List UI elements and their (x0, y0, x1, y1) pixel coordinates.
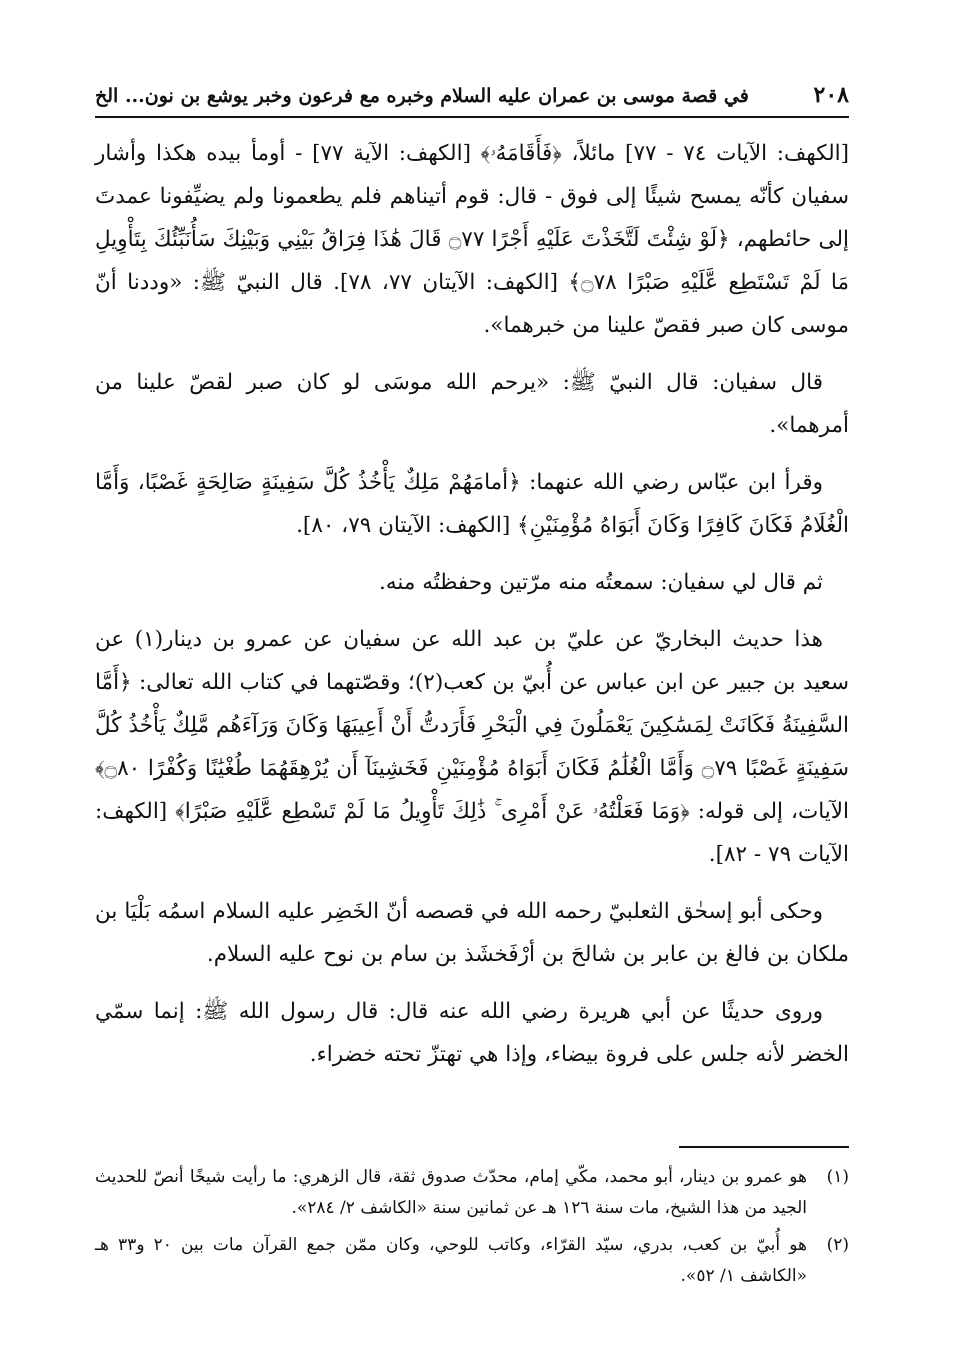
paragraph-2: قال سفيان: قال النبيّ ﷺ: «يرحم الله موسَى لو كان صبر لقصّ علينا من أمرهما». (95, 370, 849, 438)
footnote-2 (95, 1230, 849, 1292)
paragraph-3: وقرأ ابن عبّاس رضي الله عنهما: ﴿أمامَهُمْ مَلِكٌ يَأْخُذُ كُلَّ سَفِينَةٍ صَالِحَةٍ غَصْبًا، وَأَمَّا الْغُلَامُ فَكَانَ كَافِرًا وَكَانَ أَبَوَاهُ مُؤْمِنَيْنِ﴾ [الكهف: الآيتان ٧٩، ٨٠]. (95, 470, 849, 538)
paragraph-5: هذا حديث البخاريّ عن عليّ بن عبد الله عن سفيان عن عمرو بن دينار(١) عن سعيد بن جبير عن ابن عباس عن أُبيّ بن كعب(٢)؛ وقصّتهما في كتاب الله تعالى: ﴿أَمَّا السَّفِينَةُ فَكَانَتْ لِمَسَٰكِينَ يَعْمَلُونَ فِي الْبَحْرِ فَأَرَدتُّ أَنْ أَعِيبَهَا وَكَانَ وَرَآءَهُم مَّلِكٌ يَأْخُذُ كُلَّ سَفِينَةٍ غَصْبًا ۝٧٩ وَأَمَّا الْغُلَٰمُ فَكَانَ أَبَوَاهُ مُؤْمِنَيْنِ فَخَشِينَآ أَن يُرْهِقَهُمَا طُغْيَٰنًا وَكُفْرًا ۝٨٠﴾ الآيات، إلى قوله: ﴿وَمَا فَعَلْتُهُۥ عَنْ أَمْرِى ۚ ذَٰلِكَ تَأْوِيلُ مَا لَمْ تَسْطِع عَّلَيْهِ صَبْرًا﴾ [الكهف: الآيات ٧٩ - ٨٢]. (95, 627, 849, 867)
footnote-text: هو أُبيّ بن كعب، بدري، سيّد القرّاء، وكاتب للوحي، وكان ممّن جمع القرآن مات بين ٢٠ و٣٣ هـ «الكاشف ١/ ٥٢». (95, 1235, 807, 1286)
footnotes (95, 1146, 849, 1298)
footnote-number: (٢) (826, 1235, 849, 1255)
footnote-separator (679, 1146, 849, 1148)
paragraph-4: ثم قال لي سفيان: سمعتُه منه مرّتين وحفظتُه منه. (379, 570, 823, 595)
main-text (95, 132, 849, 1076)
footnote-1 (95, 1162, 849, 1224)
running-header (95, 78, 849, 118)
page-number: ٢٠٨ (813, 82, 849, 108)
paragraph-1: [الكهف: الآيات ٧٤ - ٧٧] مائلاً، ﴿فَأَقَامَهُۥ﴾ [الكهف: الآية ٧٧] - أومأ بيده هكذا وأشار سفيان كأنّه يمسح شيئًا إلى فوق - قال: قوم أتيناهم فلم يطعمونا ولم يضيِّفونا عمدتَ إلى حائطهم، ﴿لَوْ شِئْتَ لَتَّخَذْتَ عَلَيْهِ أَجْرًا ۝٧٧ قَالَ هَٰذَا فِرَاقُ بَيْنِي وَبَيْنِكَ سَأُنَبِّئُكَ بِتَأْوِيلِ مَا لَمْ تَسْتَطِع عَّلَيْهِ صَبْرًا ۝٧٨﴾ [الكهف: الآيتان ٧٧، ٧٨]. قال النبيّ ﷺ: «وددنا أنّ موسى كان صبر فقصّ علينا من خبرهما». (95, 141, 850, 338)
footnote-number: (١) (826, 1167, 849, 1187)
book-page (95, 78, 849, 1308)
paragraph-7: وروى حديثًا عن أبي هريرة رضي الله عنه قال: قال رسول الله ﷺ: إنما سمّي الخضر لأنه جلس على فروة بيضاء، وإذا هي تهتزّ تحته خضراء. (95, 999, 849, 1067)
footnote-text: هو عمرو بن دينار، أبو محمد، مكّي إمام، محدّث صدوق ثقة، قال الزهري: ما رأيت شيخًا أنصّ للحديث الجيد من هذا الشيخ، مات سنة ١٢٦ هـ عن ثمانين سنة «الكاشف ٢/ ٢٨٤». (95, 1167, 807, 1218)
paragraph-6: وحكى أبو إسحٰق الثعلبيّ رحمه الله في قصصه أنّ الخَضِر عليه السلام اسمُه بَلْيَا بن ملكان بن فالغ بن عابر بن شالحَ بن أرْفَخشَذ بن سام بن نوح عليه السلام. (95, 899, 849, 967)
running-title: في قصة موسى بن عمران عليه السلام وخبره مع فرعون وخبر يوشع بن نون... الخ (95, 85, 749, 107)
